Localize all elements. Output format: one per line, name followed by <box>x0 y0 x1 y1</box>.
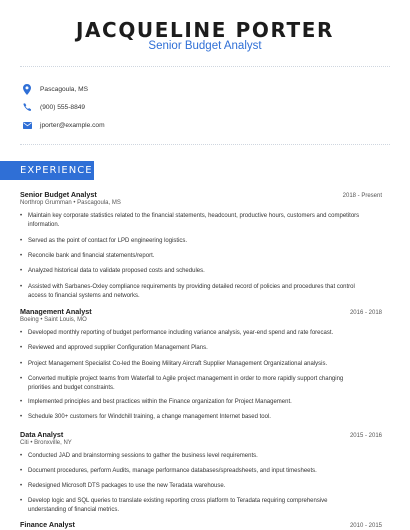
phone-text: (900) 555-8849 <box>40 103 86 111</box>
list-item: • Schedule 300+ customers for Windchill training, a change management Internet based tool. <box>20 414 271 420</box>
job-title: Finance Analyst <box>20 520 75 529</box>
envelope-icon <box>22 119 32 131</box>
location-text: Pascagoula, MS <box>40 85 89 93</box>
job-company-line: Boeing • Saint Louis, MO <box>20 317 87 323</box>
list-item: • Maintain key corporate statistics related to the financial statements, headcount, productive hours, customers and competitors information. <box>20 213 360 229</box>
job-location: Pascagoula, MS <box>77 200 121 206</box>
list-item: • Assisted with Sarbanes-Oxley compliance requirements by providing detailed record of policies and procedures that control access to financial systems and networks. <box>20 284 355 300</box>
job-company-line: Northrop Grumman • Pascagoula, MS <box>20 200 121 206</box>
list-item: • Analyzed historical data to validate proposed costs and schedules. <box>20 268 205 274</box>
list-item: • Served as the point of contact for LPD engineering logistics. <box>20 238 188 244</box>
header-divider <box>20 66 390 67</box>
list-item: • Document procedures, perform Audits, manage performance databases/spreadsheets, and input timesheets. <box>20 468 317 474</box>
list-item: • Converted multiple project teams from Waterfall to Agile project management in order to more rapidly support changing priorities and budget constraints. <box>20 376 344 392</box>
list-item: • Implemented principles and best practices within the Finance organization for Project Management. <box>20 399 292 405</box>
list-item: • Reviewed and approved supplier Configuration Management Plans. <box>20 345 208 351</box>
list-item: • Developed monthly reporting of budget performance including variance analysis, year-end spend and rate forecast. <box>20 330 334 336</box>
list-item: • Reconcile bank and financial statements/report. <box>20 253 155 259</box>
job-header <box>20 307 382 316</box>
job-location: Bronxville, NY <box>34 440 72 446</box>
candidate-title: Senior Budget Analyst <box>148 40 262 52</box>
job-dates: 2010 - 2015 <box>349 523 382 529</box>
list-item: • Develop logic and SQL queries to translate existing reporting cross platform to Teradata requiring comprehensive understanding of financial metrics. <box>20 498 328 514</box>
contact-email <box>22 118 105 132</box>
experience-heading: EXPERIENCE <box>0 161 94 180</box>
job-location: Saint Louis, MO <box>44 317 87 323</box>
job-company-line: Citi • Bronxville, NY <box>20 440 72 446</box>
job-dates: 2018 - Present <box>342 193 382 199</box>
job-company: Citi <box>20 440 29 446</box>
job-header <box>20 430 382 439</box>
phone-icon <box>22 101 32 113</box>
list-item: • Redesigned Microsoft DTS packages to use the new Teradata warehouse. <box>20 483 226 489</box>
job-company: Northrop Grumman <box>20 200 72 206</box>
contact-phone <box>22 100 85 114</box>
list-item: • Project Management Specialist Co-led the Boeing Military Aircraft Supplier Management Organizational analysis. <box>20 361 328 367</box>
job-title: Data Analyst <box>20 430 64 439</box>
candidate-name: JACQUELINE PORTER <box>75 18 335 42</box>
job-header <box>20 520 382 529</box>
contact-location <box>22 82 88 96</box>
location-pin-icon <box>22 83 32 95</box>
job-title: Management Analyst <box>20 307 92 316</box>
job-dates: 2016 - 2018 <box>349 310 382 316</box>
job-title: Senior Budget Analyst <box>20 190 97 199</box>
job-company: Boeing <box>20 317 39 323</box>
contact-divider <box>20 144 390 145</box>
email-link[interactable]: jporter@example.com <box>40 121 105 129</box>
job-header <box>20 190 382 199</box>
job-dates: 2015 - 2016 <box>349 433 382 439</box>
list-item: • Conducted JAD and brainstorming sessions to gather the business level requirements. <box>20 453 258 459</box>
